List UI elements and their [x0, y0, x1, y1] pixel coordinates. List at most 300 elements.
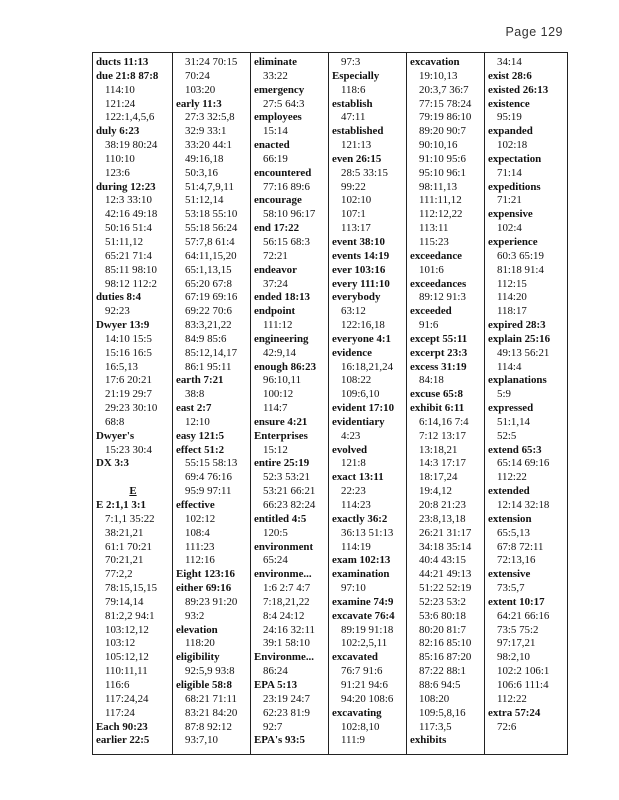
- index-term: Each 90:23: [96, 720, 148, 733]
- section-letter: E: [129, 485, 137, 498]
- index-term: evidentiary: [332, 415, 385, 428]
- index-term: eligibility: [176, 651, 220, 664]
- index-reference: 20:8 21:23: [419, 499, 466, 511]
- index-term: expectation: [488, 152, 542, 165]
- index-reference: 91:6: [419, 319, 439, 332]
- index-term: either 69:16: [176, 582, 232, 595]
- index-reference: 69:4 76:16: [185, 471, 232, 484]
- index-reference: 112:22: [497, 471, 527, 484]
- index-reference: 122:1,4,5,6: [105, 111, 155, 124]
- index-term: ever 103:16: [332, 263, 386, 276]
- index-term: employees: [254, 111, 302, 124]
- index-term: exam 102:13: [332, 554, 391, 567]
- index-reference: 95:9 97:11: [185, 485, 232, 498]
- index-reference: 98:12 112:2: [105, 277, 157, 290]
- index-term: every 111:10: [332, 277, 390, 290]
- index-reference: 113:17: [341, 222, 371, 235]
- index-term: earth 7:21: [176, 374, 224, 387]
- index-reference: 14:10 15:5: [105, 332, 152, 345]
- index-reference: 15:14: [263, 125, 288, 138]
- index-reference: 67:8 72:11: [497, 540, 544, 553]
- index-term: exceedance: [410, 249, 463, 262]
- index-reference: 50:16 51:4: [105, 222, 152, 235]
- index-reference: 81:2,2 94:1: [105, 609, 155, 622]
- index-reference: 37:24: [263, 277, 288, 290]
- index-column-2: [176, 56, 248, 748]
- index-term: effective: [176, 499, 215, 511]
- index-reference: 114:20: [497, 291, 527, 304]
- index-reference: 71:21: [497, 194, 522, 207]
- index-reference: 122:16,18: [341, 319, 385, 332]
- index-reference: 113:11: [419, 222, 449, 235]
- index-reference: 38:19 80:24: [105, 139, 158, 152]
- index-term: extended: [488, 485, 530, 498]
- index-reference: 90:10,16: [419, 139, 458, 152]
- index-reference: 53:18 55:10: [185, 208, 238, 221]
- index-term: excuse 65:8: [410, 388, 463, 401]
- index-reference: 123:6: [105, 166, 130, 179]
- index-reference: 86:1 95:11: [185, 360, 232, 373]
- index-reference: 86:24: [263, 665, 288, 678]
- index-reference: 65:24: [263, 554, 288, 567]
- index-reference: 63:12: [341, 305, 366, 318]
- index-reference: 47:11: [341, 111, 366, 124]
- index-reference: 65:1,13,15: [185, 263, 232, 276]
- index-reference: 36:13 51:13: [341, 526, 394, 539]
- column-divider: [250, 52, 251, 755]
- index-term: exact 13:11: [332, 471, 384, 484]
- index-reference: 100:12: [263, 388, 294, 401]
- index-term: everyone 4:1: [332, 332, 391, 345]
- index-reference: 111:12: [263, 319, 293, 332]
- index-reference: 102:4: [497, 222, 522, 235]
- index-term: expensive: [488, 208, 533, 221]
- index-term: expanded: [488, 125, 533, 138]
- index-reference: 14:3 17:17: [419, 457, 466, 470]
- index-reference: 111:9: [341, 734, 365, 747]
- index-reference: 68:21 71:11: [185, 692, 237, 705]
- index-reference: 58:10 96:17: [263, 208, 316, 221]
- index-reference: 77:16 89:6: [263, 180, 310, 193]
- index-reference: 40:4 43:15: [419, 554, 466, 567]
- index-term: easy 121:5: [176, 429, 225, 442]
- index-reference: 121:8: [341, 457, 366, 470]
- index-reference: 98:2,10: [497, 651, 530, 664]
- index-term: during 12:23: [96, 180, 156, 193]
- column-divider: [484, 52, 485, 755]
- index-term: excavated: [332, 651, 378, 664]
- index-reference: 92:5,9 93:8: [185, 665, 235, 678]
- index-reference: 65:21 71:4: [105, 249, 152, 262]
- index-reference: 95:10 96:1: [419, 166, 466, 179]
- index-term: environment: [254, 540, 314, 553]
- index-reference: 60:3 65:19: [497, 249, 544, 262]
- index-reference: 29:23 30:10: [105, 402, 158, 415]
- index-reference: 106:6 111:4: [497, 678, 549, 691]
- index-reference: 102:12: [185, 512, 216, 525]
- index-reference: 19:10,13: [419, 69, 458, 82]
- index-reference: 102:18: [497, 139, 528, 152]
- index-term: events 14:19: [332, 249, 390, 262]
- index-term: end 17:22: [254, 222, 300, 235]
- index-reference: 96:10,11: [263, 374, 302, 387]
- index-reference: 76:7 91:6: [341, 665, 383, 678]
- index-reference: 73:5 75:2: [497, 623, 539, 636]
- index-term: due 21:8 87:8: [96, 69, 159, 82]
- index-term: extent 10:17: [488, 595, 545, 608]
- index-reference: 85:11 98:10: [105, 263, 157, 276]
- index-reference: 91:21 94:6: [341, 678, 388, 691]
- index-term: everybody: [332, 291, 381, 304]
- index-reference: 87:22 88:1: [419, 665, 466, 678]
- index-reference: 31:24 70:15: [185, 56, 238, 68]
- index-term: Dwyer 13:9: [96, 319, 150, 332]
- index-term: entitled 4:5: [254, 512, 307, 525]
- index-reference: 85:12,14,17: [185, 346, 238, 359]
- index-term: evidence: [332, 346, 372, 359]
- index-reference: 118:20: [185, 637, 215, 650]
- index-term: explanations: [488, 374, 547, 387]
- index-reference: 5:9: [497, 388, 511, 401]
- index-reference: 72:21: [263, 249, 288, 262]
- index-reference: 27:3 32:5,8: [185, 111, 235, 124]
- index-reference: 114:10: [105, 83, 135, 96]
- index-column-3: [254, 56, 326, 748]
- index-term: exceedances: [410, 277, 467, 290]
- index-term: DX 3:3: [96, 457, 129, 470]
- index-reference: 110:10: [105, 152, 135, 165]
- index-reference: 15:16 16:5: [105, 346, 152, 359]
- index-reference: 105:12,12: [105, 651, 149, 664]
- index-term: EPA's 93:5: [254, 734, 305, 747]
- index-term: ducts 11:13: [96, 56, 149, 68]
- index-reference: 103:20: [185, 83, 216, 96]
- index-term: excavation: [410, 56, 460, 68]
- index-reference: 117:24: [105, 706, 135, 719]
- index-reference: 22:23: [341, 485, 366, 498]
- index-term: eliminate: [254, 56, 297, 68]
- index-reference: 52:3 53:21: [263, 471, 310, 484]
- index-reference: 18:17,24: [419, 471, 458, 484]
- index-reference: 71:14: [497, 166, 522, 179]
- index-reference: 97:10: [341, 582, 366, 595]
- index-reference: 102:2,5,11: [341, 637, 388, 650]
- index-term: excerpt 23:3: [410, 346, 468, 359]
- index-reference: 53:6 80:18: [419, 609, 466, 622]
- index-reference: 8:4 24:12: [263, 609, 305, 622]
- index-term: enough 86:23: [254, 360, 317, 373]
- index-reference: 51:1,14: [497, 415, 530, 428]
- index-reference: 102:10: [341, 194, 372, 207]
- index-reference: 116:6: [105, 678, 130, 691]
- index-reference: 77:15 78:24: [419, 97, 472, 110]
- index-column-4: [332, 56, 404, 748]
- index-term: duties 8:4: [96, 291, 142, 304]
- index-reference: 44:21 49:13: [419, 568, 472, 581]
- index-term: existed 26:13: [488, 83, 549, 96]
- column-divider: [328, 52, 329, 755]
- index-term: expeditions: [488, 180, 541, 193]
- index-reference: 7:1,1 35:22: [105, 512, 155, 525]
- index-term: extend 65:3: [488, 443, 542, 456]
- index-reference: 68:8: [105, 415, 125, 428]
- index-term: evident 17:10: [332, 402, 395, 415]
- index-term: exactly 36:2: [332, 512, 388, 525]
- index-reference: 80:20 81:7: [419, 623, 466, 636]
- index-reference: 51:22 52:19: [419, 582, 472, 595]
- index-reference: 97:3: [341, 56, 361, 68]
- index-reference: 117:24,24: [105, 692, 149, 705]
- index-reference: 83:3,21,22: [185, 319, 232, 332]
- index-reference: 50:3,16: [185, 166, 218, 179]
- index-reference: 118:6: [341, 83, 366, 96]
- index-term: endpoint: [254, 305, 296, 318]
- index-reference: 16:18,21,24: [341, 360, 394, 373]
- index-reference: 12:10: [185, 415, 210, 428]
- index-reference: 55:15 58:13: [185, 457, 238, 470]
- index-column-1: [96, 56, 170, 748]
- index-term: exist 28:6: [488, 69, 532, 82]
- index-reference: 93:7,10: [185, 734, 218, 747]
- index-term: Especially: [332, 69, 380, 82]
- column-divider: [172, 52, 173, 755]
- index-reference: 112:15: [497, 277, 527, 290]
- index-reference: 89:12 91:3: [419, 291, 466, 304]
- index-reference: 84:18: [419, 374, 444, 387]
- index-reference: 112:22: [497, 692, 527, 705]
- index-term: expressed: [488, 402, 534, 415]
- index-term: except 55:11: [410, 332, 468, 345]
- index-reference: 72:6: [497, 720, 517, 733]
- index-term: ended 18:13: [254, 291, 310, 304]
- index-term: extension: [488, 512, 532, 525]
- index-reference: 51:11,12: [105, 235, 144, 248]
- index-term: establish: [332, 97, 373, 110]
- index-reference: 83:21 84:20: [185, 706, 238, 719]
- index-term: E 2:1,1 3:1: [96, 499, 146, 511]
- index-reference: 118:17: [497, 305, 527, 318]
- index-reference: 117:3,5: [419, 720, 452, 733]
- index-reference: 121:24: [105, 97, 136, 110]
- index-term: emergency: [254, 83, 305, 96]
- index-reference: 111:23: [185, 540, 215, 553]
- index-reference: 99:22: [341, 180, 366, 193]
- index-term: engineering: [254, 332, 309, 345]
- index-reference: 79:14,14: [105, 595, 144, 608]
- index-term: exhibits: [410, 734, 447, 747]
- index-reference: 19:4,12: [419, 485, 452, 498]
- index-reference: 24:16 32:11: [263, 623, 315, 636]
- index-reference: 108:4: [185, 526, 210, 539]
- index-reference: 101:6: [419, 263, 444, 276]
- index-reference: 13:18,21: [419, 443, 458, 456]
- index-reference: 103:12,12: [105, 623, 149, 636]
- index-term: explain 25:16: [488, 332, 551, 345]
- index-reference: 67:19 69:16: [185, 291, 238, 304]
- index-reference: 38:8: [185, 388, 205, 401]
- index-reference: 12:14 32:18: [497, 499, 550, 511]
- index-term: early 11:3: [176, 97, 222, 110]
- index-reference: 89:23 91:20: [185, 595, 238, 608]
- index-reference: 92:7: [263, 720, 283, 733]
- index-reference: 93:2: [185, 609, 205, 622]
- index-reference: 108:20: [419, 692, 450, 705]
- index-reference: 102:2 106:1: [497, 665, 550, 678]
- index-term: examination: [332, 568, 390, 581]
- index-reference: 114:7: [263, 402, 288, 415]
- index-term: effect 51:2: [176, 443, 225, 456]
- index-reference: 33:22: [263, 69, 288, 82]
- index-reference: 12:3 33:10: [105, 194, 152, 207]
- index-term: Environme...: [254, 651, 315, 664]
- index-reference: 109:5,8,16: [419, 706, 466, 719]
- index-reference: 88:6 94:5: [419, 678, 461, 691]
- index-reference: 16:5,13: [105, 360, 138, 373]
- index-term: extensive: [488, 568, 531, 581]
- index-term: east 2:7: [176, 402, 212, 415]
- index-reference: 77:2,2: [105, 568, 133, 581]
- index-term: earlier 22:5: [96, 734, 150, 747]
- index-reference: 109:6,10: [341, 388, 380, 401]
- index-term: evolved: [332, 443, 368, 456]
- index-term: Dwyer's: [96, 429, 135, 442]
- index-reference: 65:5,13: [497, 526, 530, 539]
- index-term: duly 6:23: [96, 125, 140, 138]
- index-reference: 114:23: [341, 499, 371, 511]
- index-reference: 112:16: [185, 554, 215, 567]
- index-term: entire 25:19: [254, 457, 310, 470]
- index-reference: 97:17,21: [497, 637, 536, 650]
- index-reference: 28:5 33:15: [341, 166, 388, 179]
- index-term: exhibit 6:11: [410, 402, 465, 415]
- index-reference: 121:13: [341, 139, 372, 152]
- index-term: Eight 123:16: [176, 568, 235, 581]
- index-term: extra 57:24: [488, 706, 541, 719]
- index-reference: 56:15 68:3: [263, 235, 310, 248]
- index-reference: 108:22: [341, 374, 372, 387]
- index-reference: 64:11,15,20: [185, 249, 237, 262]
- index-reference: 52:5: [497, 429, 517, 442]
- index-reference: 114:4: [497, 360, 522, 373]
- index-reference: 51:12,14: [185, 194, 224, 207]
- index-reference: 15:12: [263, 443, 288, 456]
- index-term: encountered: [254, 166, 312, 179]
- index-term: examine 74:9: [332, 595, 394, 608]
- index-reference: 53:21 66:21: [263, 485, 316, 498]
- index-reference: 112:12,22: [419, 208, 463, 221]
- index-reference: 38:21,21: [105, 526, 144, 539]
- index-reference: 15:23 30:4: [105, 443, 152, 456]
- index-reference: 26:21 31:17: [419, 526, 472, 539]
- index-reference: 78:15,15,15: [105, 582, 158, 595]
- index-term: experience: [488, 235, 538, 248]
- index-reference: 115:23: [419, 235, 449, 248]
- index-reference: 102:8,10: [341, 720, 380, 733]
- index-term: endeavor: [254, 263, 297, 276]
- index-reference: 107:1: [341, 208, 366, 221]
- index-reference: 103:12: [105, 637, 136, 650]
- index-reference: 82:16 85:10: [419, 637, 472, 650]
- index-reference: 70:21,21: [105, 554, 144, 567]
- index-term: exceeded: [410, 305, 452, 318]
- index-column-6: [488, 56, 564, 734]
- index-term: established: [332, 125, 384, 138]
- index-term: expired 28:3: [488, 319, 546, 332]
- index-reference: 34:18 35:14: [419, 540, 472, 553]
- index-reference: 73:5,7: [497, 582, 525, 595]
- index-reference: 114:19: [341, 540, 371, 553]
- index-reference: 20:3,7 36:7: [419, 83, 469, 96]
- index-reference: 42:9,14: [263, 346, 296, 359]
- index-reference: 51:4,7,9,11: [185, 180, 234, 193]
- index-reference: 6:14,16 7:4: [419, 415, 469, 428]
- index-term: existence: [488, 97, 530, 110]
- index-reference: 55:18 56:24: [185, 222, 238, 235]
- column-divider: [406, 52, 407, 755]
- index-term: excavating: [332, 706, 382, 719]
- index-reference: 39:1 58:10: [263, 637, 310, 650]
- index-reference: 66:19: [263, 152, 288, 165]
- index-reference: 34:14: [497, 56, 522, 68]
- index-term: environme...: [254, 568, 312, 581]
- index-reference: 27:5 64:3: [263, 97, 305, 110]
- index-reference: 72:13,16: [497, 554, 536, 567]
- index-term: Enterprises: [254, 429, 308, 442]
- index-reference: 92:23: [105, 305, 130, 318]
- index-reference: 94:20 108:6: [341, 692, 394, 705]
- index-reference: 64:21 66:16: [497, 609, 550, 622]
- index-term: enacted: [254, 139, 290, 152]
- index-reference: 65:20 67:8: [185, 277, 232, 290]
- index-reference: [96, 471, 170, 485]
- index-reference: 98:11,13: [419, 180, 458, 193]
- index-reference: 89:19 91:18: [341, 623, 394, 636]
- index-reference: 110:11,11: [105, 665, 148, 678]
- index-term: elevation: [176, 623, 218, 636]
- index-reference: 62:23 81:9: [263, 706, 310, 719]
- index-reference: 7:18,21,22: [263, 595, 310, 608]
- index-reference: 7:12 13:17: [419, 429, 466, 442]
- index-reference: 87:8 92:12: [185, 720, 232, 733]
- index-reference: 89:20 90:7: [419, 125, 466, 138]
- index-term: encourage: [254, 194, 302, 207]
- index-term: even 26:15: [332, 152, 382, 165]
- index-reference: 120:5: [263, 526, 288, 539]
- index-reference: 21:19 29:7: [105, 388, 152, 401]
- index-reference: 23:8,13,18: [419, 512, 466, 525]
- index-reference: 33:20 44:1: [185, 139, 232, 152]
- index-reference: 49:16,18: [185, 152, 224, 165]
- index-reference: 69:22 70:6: [185, 305, 232, 318]
- index-reference: 84:9 85:6: [185, 332, 227, 345]
- index-column-5: [410, 56, 482, 748]
- index-term: excess 31:19: [410, 360, 467, 373]
- index-reference: 52:23 53:2: [419, 595, 466, 608]
- index-term: eligible 58:8: [176, 678, 232, 691]
- index-reference: 1:6 2:7 4:7: [263, 582, 311, 595]
- index-term: EPA 5:13: [254, 678, 298, 691]
- index-reference: 17:6 20:21: [105, 374, 152, 387]
- index-term: event 38:10: [332, 235, 385, 248]
- index-reference: 66:23 82:24: [263, 499, 316, 511]
- index-reference: 57:7,8 61:4: [185, 235, 235, 248]
- index-reference: 91:10 95:6: [419, 152, 466, 165]
- index-reference: 81:18 91:4: [497, 263, 544, 276]
- index-reference: 4:23: [341, 429, 361, 442]
- index-term: excavate 76:4: [332, 609, 395, 622]
- index-reference: 111:11,12: [419, 194, 462, 207]
- index-reference: 79:19 86:10: [419, 111, 472, 124]
